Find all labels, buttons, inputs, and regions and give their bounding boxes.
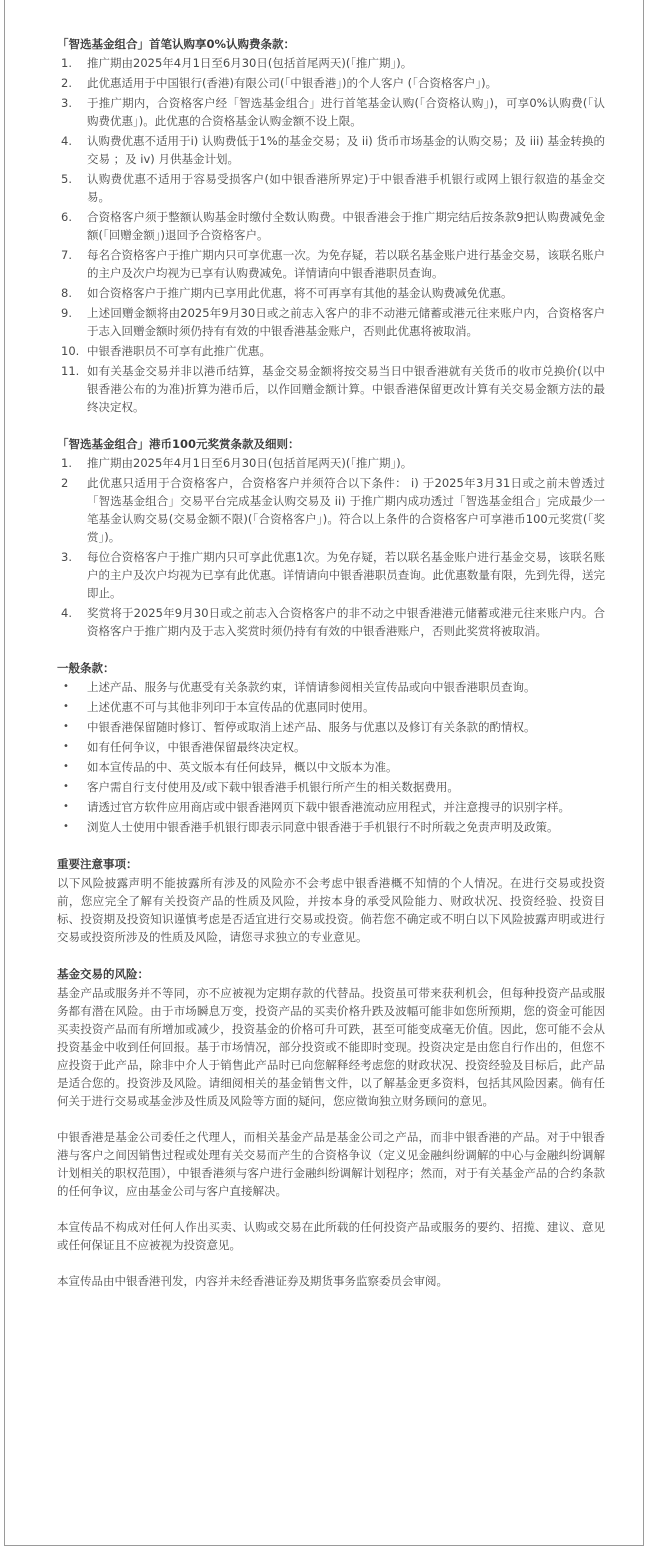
general-term-item: [57, 718, 605, 736]
section-fund-risk-title: 基金交易的风险：: [57, 967, 149, 981]
term-item: [57, 132, 605, 168]
term-item: [57, 246, 605, 282]
bullet-icon: •: [63, 761, 69, 772]
term-item: [57, 208, 605, 244]
fund-risk-paragraph: 基金产品或服务并不等同，亦不应被视为定期存款的代替品。投资虽可带来获利机会，但每种投资产品或服务都有潜在风险。由于市场瞬息万变，投资产品的买卖价格升跌及波幅可能非如您所预期，您的资金可能因买卖投资产品而有所增加或减少，投资基金的价格可升可跌，甚至可能变成毫无价值。因此，您可能不会从投资基金中收到任何回报。基于市场情况，部分投资或不能即时变现。投资决定是由您自行作出的，但您不应投资于此产品，除非中介人于销售此产品时已向您解释经考虑您的财政状况、投资经验及目标后，此产品是适合您的。投资涉及风险。请细阅相关的基金销售文件，以了解基金更多资料，包括其风险因素。倘有任何关于进行交易或基金涉及性质及风险等方面的疑问，您应徵询独立财务顾问的意见。: [57, 986, 605, 1108]
term-number: 8.: [61, 286, 72, 300]
term-text: 奖赏将于2025年9月30日或之前志入合资格客户的非不动之中银香港港元储蓄或港元往来账户内。合资格客户于推广期内及于志入奖赏时须仍持有有效的中银香港账户，否则此奖赏将被取消。: [87, 606, 605, 638]
bullet-icon: •: [63, 681, 69, 692]
general-term-text: 浏览人士使用中银香港手机银行即表示同意中银香港于手机银行不时所载之免责声明及政策。: [87, 820, 559, 834]
section-important-notes-title: 重要注意事项：: [57, 857, 138, 871]
term-item: [57, 304, 605, 340]
term-item: [57, 74, 605, 92]
section-reward-title: 「智选基金组合」港币100元奖赏条款及细则：: [57, 437, 300, 451]
term-number: 4.: [61, 134, 72, 148]
term-text: 此优惠适用于中国银行(香港)有限公司(「中银香港」)的个人客户 (「合资格客户」)。: [87, 76, 498, 90]
term-item: [57, 548, 605, 602]
term-item: [57, 342, 605, 360]
term-number: 3.: [61, 96, 72, 110]
term-number: 2: [61, 476, 69, 490]
general-term-text: 中银香港保留随时修订、暂停或取消上述产品、服务与优惠以及修订有关条款的酌情权。: [87, 720, 536, 734]
important-notes-text: 以下风险披露声明不能披露所有涉及的风险亦不会考虑中银香港概不知情的个人情况。在进行交易或投资前，您应完全了解有关投资产品的性质及风险，并按本身的承受风险能力、财政状况、投资经验、投资目标、投资期及投资知识谨慎考虑是否适宜进行交易或投资。倘若您不确定或不明白以下风险披露声明或进行交易或投资所涉及的性质及风险，请您寻求独立的专业意见。: [57, 876, 605, 944]
general-terms-list: [57, 678, 605, 836]
term-item: [57, 474, 605, 546]
term-number: 3.: [61, 550, 72, 564]
section-fund-risk: [57, 965, 605, 1290]
term-item: [57, 170, 605, 206]
general-term-item: [57, 778, 605, 796]
section-first-subscription-title: 「智选基金组合」首笔认购享0%认购费条款：: [57, 37, 296, 51]
term-number: 2.: [61, 76, 72, 90]
bullet-icon: •: [63, 781, 69, 792]
term-text: 每位合资格客户于推广期内只可享此优惠1次。为免存疑，若以联名基金账户进行基金交易，该联名账户的主户及次户均视为已享有此优惠。详情请向中银香港职员查询。此优惠数量有限，先到先得，送完即止。: [87, 550, 605, 600]
section-general-terms: [57, 659, 605, 836]
term-text: 如合资格客户于推广期内已享用此优惠，将不可再享有其他的基金认购费减免优惠。: [87, 286, 513, 300]
term-text: 认购费优惠不适用于i) 认购费低于1%的基金交易；及 ii) 货币市场基金的认购交易；及 iii) 基金转换的交易 ；及 iv) 月供基金计划。: [87, 134, 605, 166]
term-number: 9.: [61, 306, 72, 320]
term-text: 如有关基金交易并非以港币结算，基金交易金额将按交易当日中银香港就有关货币的收市兑换价(以中银香港公布的为准)折算为港币后，以作回赠金额计算。中银香港保留更改计算有关交易金额方法的最终决定权。: [87, 364, 605, 414]
term-item: [57, 604, 605, 640]
term-text: 认购费优惠不适用于容易受损客户(如中银香港所界定)于中银香港手机银行或网上银行叙造的基金交易。: [87, 172, 605, 204]
term-text: 每名合资格客户于推广期内只可享优惠一次。为免存疑，若以联名基金账户进行基金交易，该联名账户的主户及次户均视为已享有认购费减免。详情请向中银香港职员查询。: [87, 248, 605, 280]
general-term-text: 客户需自行支付使用及/或下载中银香港手机银行所产生的相关数据费用。: [87, 780, 459, 794]
term-item: [57, 284, 605, 302]
bullet-icon: •: [63, 701, 69, 712]
section-reward: [57, 435, 605, 640]
terms-content: [57, 35, 605, 1309]
bullet-icon: •: [63, 801, 69, 812]
term-text: 于推广期内，合资格客户经「智选基金组合」进行首笔基金认购(「合资格认购」)，可享0%认购费(「认购费优惠」)。此优惠的合资格基金认购金额不设上限。: [87, 96, 605, 128]
term-item: [57, 454, 605, 472]
term-number: 11.: [61, 364, 80, 378]
section-important-notes: [57, 855, 605, 946]
section-general-terms-title: 一般条款：: [57, 661, 115, 675]
agent-disclosure-paragraph: 中银香港是基金公司委任之代理人，而相关基金产品是基金公司之产品，而非中银香港的产品。对于中银香港与客户之间因销售过程或处理有关交易而产生的合资格争议（定义见金融纠纷调解的中心与金融纠纷调解计划相关的职权范围），中银香港须与客户进行金融纠纷调解计划程序；然而，对于有关基金产品的合约条款的任何争议，应由基金公司与客户直接解决。: [57, 1130, 605, 1198]
term-number: 1.: [61, 456, 72, 470]
term-text: 上述回赠金额将由2025年9月30日或之前志入客户的非不动港元储蓄或港元往来账户内，合资格客户于志入回赠金额时须仍持有有效的中银香港基金账户，否则此优惠将被取消。: [87, 306, 605, 338]
general-term-text: 上述产品、服务与优惠受有关条款约束，详情请参阅相关宣传品或向中银香港职员查询。: [87, 680, 536, 694]
general-term-text: 上述优惠不可与其他非列印于本宣传品的优惠同时使用。: [87, 700, 375, 714]
general-term-item: [57, 798, 605, 816]
general-term-text: 请透过官方软件应用商店或中银香港网页下载中银香港流动应用程式，并注意搜寻的识别字样。: [87, 800, 570, 814]
term-text: 中银香港职员不可享有此推广优惠。: [87, 344, 271, 358]
term-number: 10.: [61, 344, 80, 358]
general-term-item: [57, 818, 605, 836]
term-item: [57, 94, 605, 130]
bullet-icon: •: [63, 821, 69, 832]
issuer-paragraph: 本宣传品由中银香港刊发，内容并未经香港证券及期货事务监察委员会审阅。: [57, 1274, 448, 1288]
general-term-item: [57, 698, 605, 716]
term-item: [57, 362, 605, 416]
term-text: 推广期由2025年4月1日至6月30日(包括首尾两天)(「推广期」)。: [87, 56, 413, 70]
general-term-item: [57, 758, 605, 776]
general-term-item: [57, 678, 605, 696]
reward-terms-list: [57, 454, 605, 640]
term-text: 合资格客户须于整额认购基金时缴付全数认购费。中银香港会于推广期完结后按条款9把认购费减免金额(「回赠金额」)退回予合资格客户。: [87, 210, 605, 242]
term-item: [57, 54, 605, 72]
no-offer-paragraph: 本宣传品不构成对任何人作出买卖、认购或交易在此所载的任何投资产品或服务的要约、招揽、建议、意见或任何保证且不应被视为投资意见。: [57, 1220, 605, 1252]
term-number: 5.: [61, 172, 72, 186]
term-number: 6.: [61, 210, 72, 224]
term-text: 此优惠只适用于合资格客户，合资格客户并须符合以下条件： i) 于2025年3月31日或之前未曾透过「智选基金组合」交易平台完成基金认购交易及 ii) 于推广期内成功透过「智选基金组合」完成最少一笔基金认购交易(交易金额不限)(「合资格客户」)。符合以上条件的合资格客户可享港币100元奖赏(「奖赏」)。: [87, 476, 605, 544]
bullet-icon: •: [63, 741, 69, 752]
term-text: 推广期由2025年4月1日至6月30日(包括首尾两天)(「推广期」)。: [87, 456, 413, 470]
term-number: 4.: [61, 606, 72, 620]
section-first-subscription: [57, 35, 605, 416]
term-number: 7.: [61, 248, 72, 262]
general-term-text: 如有任何争议，中银香港保留最终决定权。: [87, 740, 306, 754]
term-number: 1.: [61, 56, 72, 70]
general-term-text: 如本宣传品的中、英文版本有任何歧异，概以中文版本为准。: [87, 760, 398, 774]
terms-panel: [4, 0, 644, 1546]
first-subscription-terms-list: [57, 54, 605, 416]
bullet-icon: •: [63, 721, 69, 732]
general-term-item: [57, 738, 605, 756]
